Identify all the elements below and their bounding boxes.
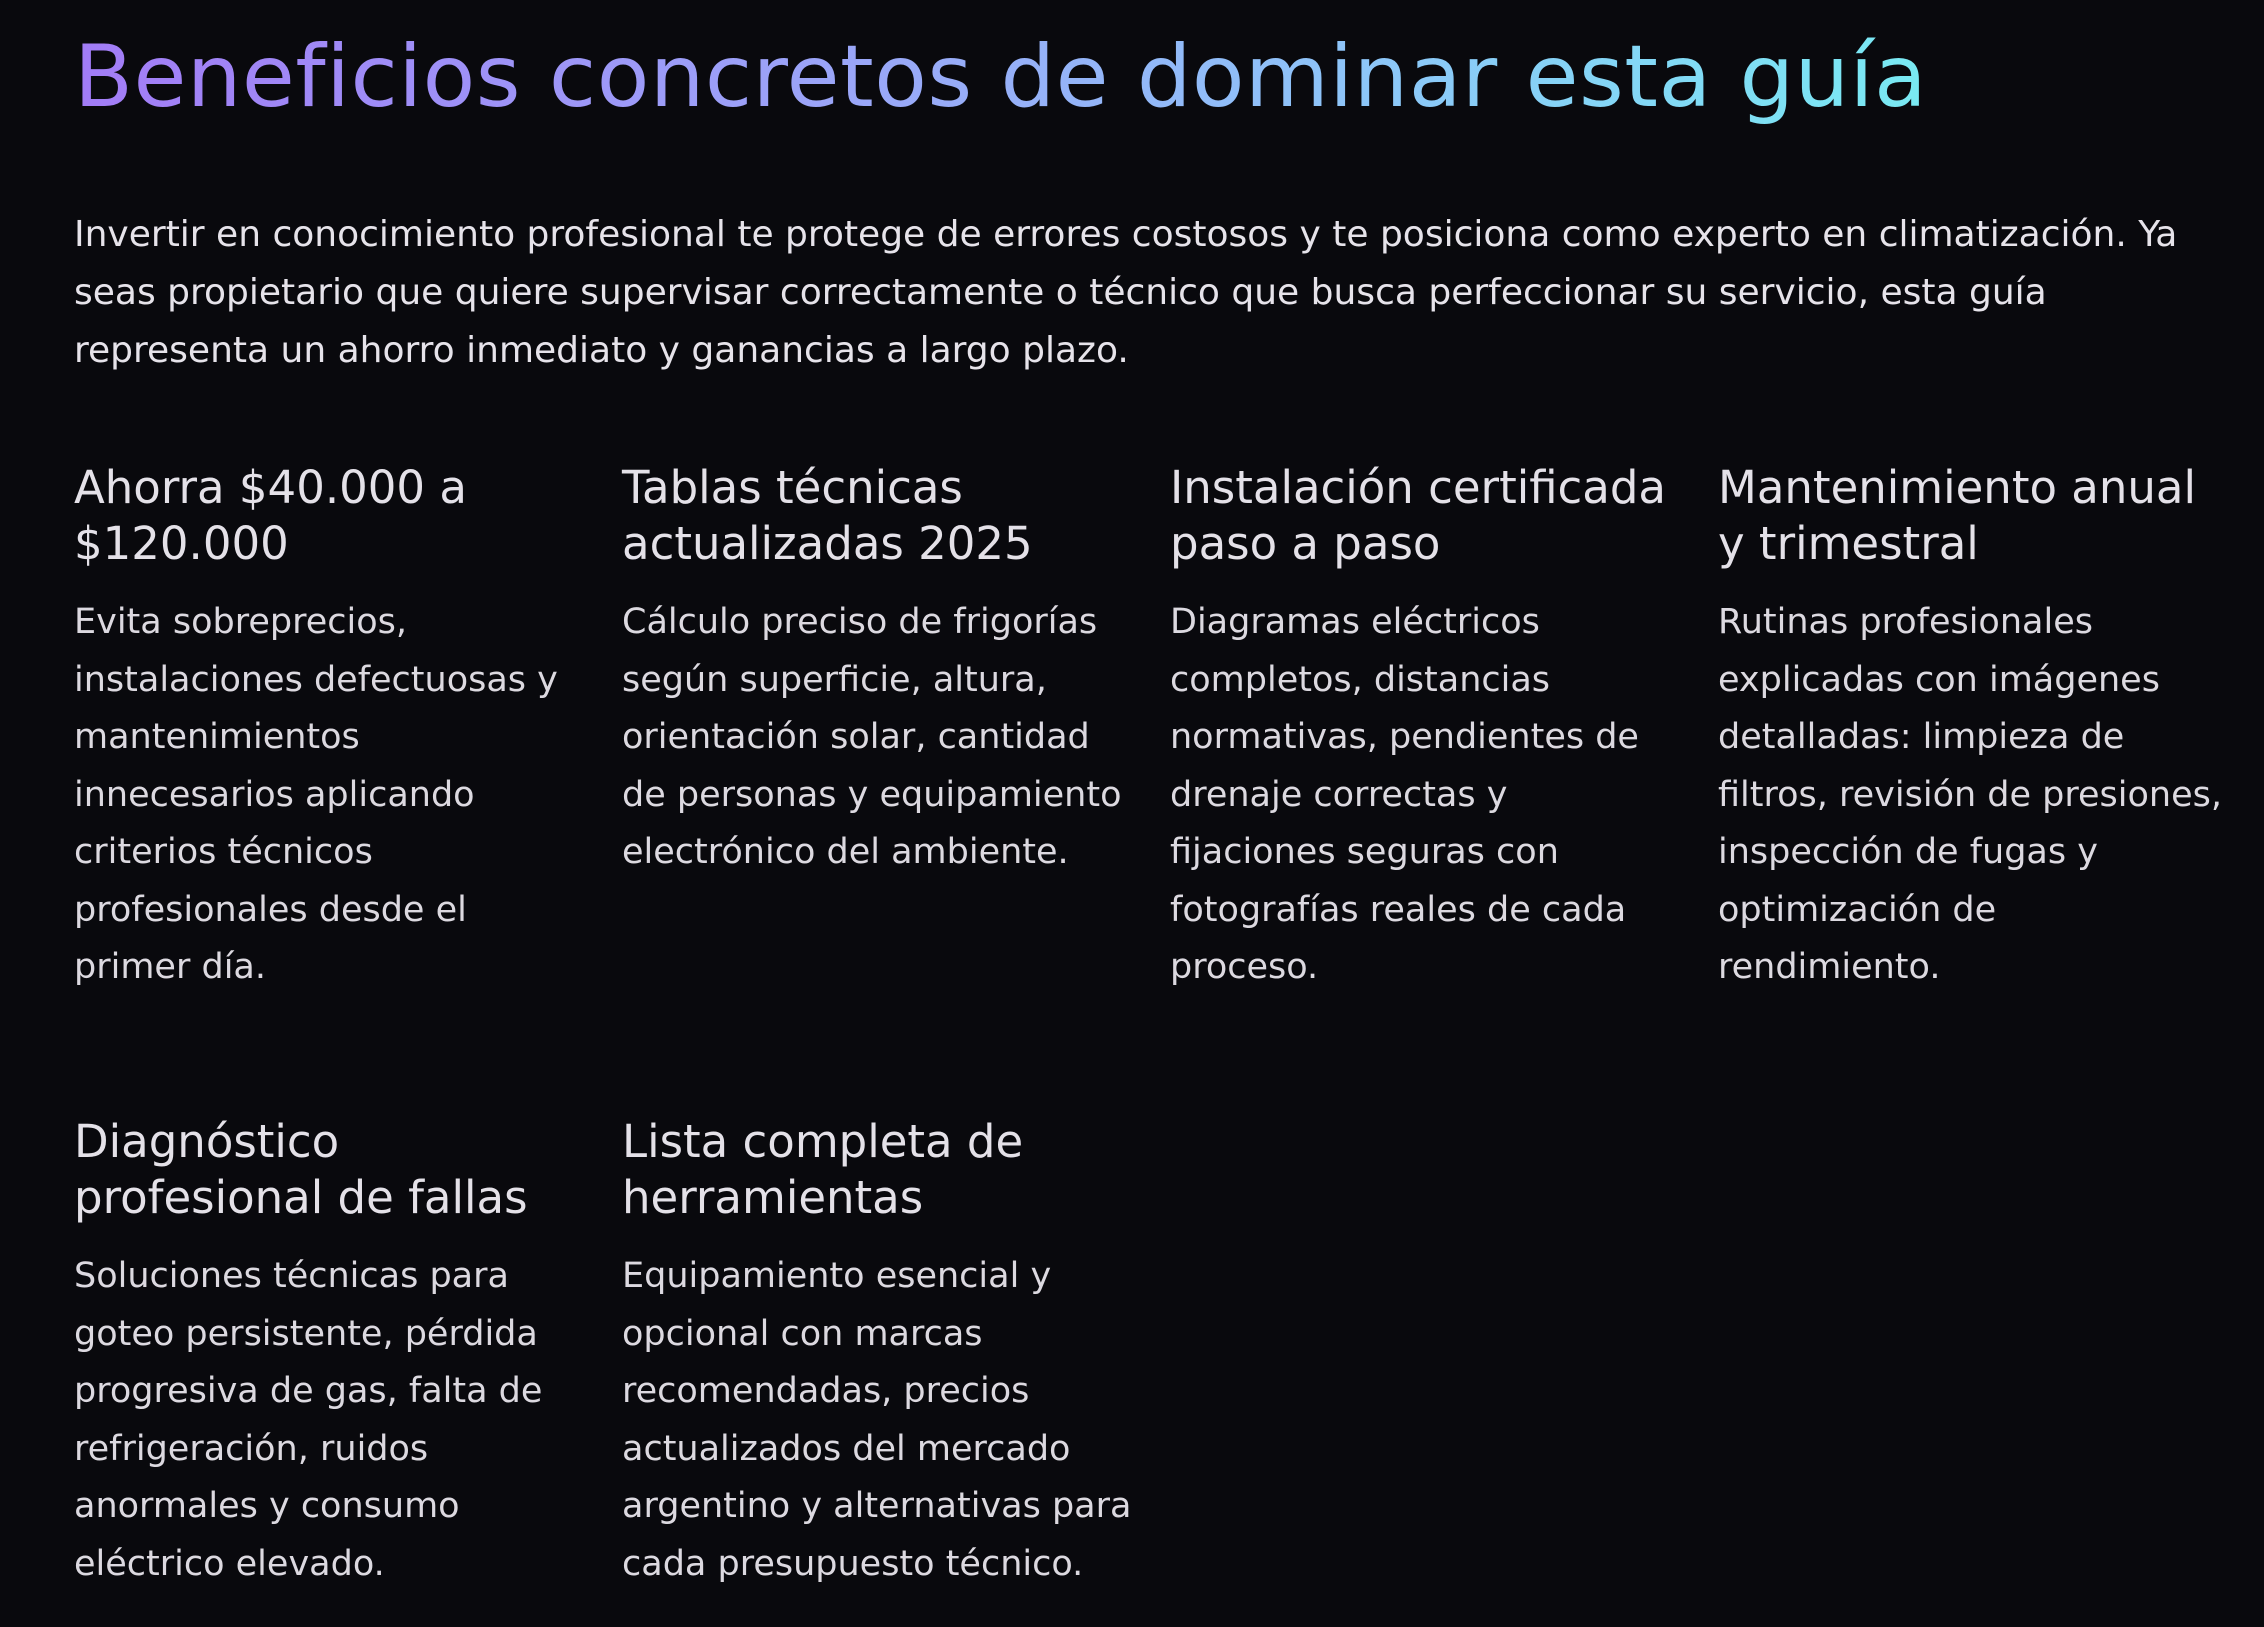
benefit-card-savings [74, 460, 584, 997]
benefit-description: Rutinas profesionales explicadas con imágenes detalladas: limpieza de filtros, revisión de presiones, inspección de fugas y optimización de rendimiento. [1718, 602, 2222, 987]
benefit-description: Diagramas eléctricos completos, distancias normativas, pendientes de drenaje correctas y fijaciones seguras con fotografías reales de cada proceso. [1170, 602, 1639, 987]
benefit-title: Diagnóstico profesional de fallas [74, 1115, 528, 1224]
benefit-title: Ahorra $40.000 a $120.000 [74, 461, 467, 570]
benefit-title: Lista completa de herramientas [622, 1115, 1024, 1224]
intro-paragraph: Invertir en conocimiento profesional te protege de errores costosos y te posiciona como experto en climatización. Ya seas propietario que quiere supervisar correctamente o técnico que busca perfeccionar su servicio, esta guía representa un ahorro inmediato y ganancias a largo plazo. [74, 214, 2178, 371]
page-title: Beneficios concretos de dominar esta guía [74, 22, 1927, 132]
benefit-card-installation [1170, 460, 1680, 997]
benefit-card-tools [622, 1114, 1132, 1593]
benefit-description: Soluciones técnicas para goteo persistente, pérdida progresiva de gas, falta de refrigeración, ruidos anormales y consumo eléctrico elevado. [74, 1256, 543, 1584]
benefit-description: Evita sobreprecios, instalaciones defectuosas y mantenimientos innecesarios aplicando criterios técnicos profesionales desde el primer día. [74, 602, 558, 987]
benefit-description: Equipamiento esencial y opcional con marcas recomendadas, precios actualizados del mercado argentino y alternativas para cada presupuesto técnico. [622, 1256, 1132, 1584]
benefit-title: Mantenimiento anual y trimestral [1718, 461, 2196, 570]
benefit-card-maintenance [1718, 460, 2228, 997]
benefit-card-tables [622, 460, 1132, 882]
benefit-card-diagnosis [74, 1114, 584, 1593]
benefit-title: Instalación certificada paso a paso [1170, 461, 1667, 570]
benefit-description: Cálculo preciso de frigorías según superficie, altura, orientación solar, cantidad de personas y equipamiento electrónico del ambiente. [622, 602, 1122, 872]
benefit-title: Tablas técnicas actualizadas 2025 [622, 461, 1033, 570]
